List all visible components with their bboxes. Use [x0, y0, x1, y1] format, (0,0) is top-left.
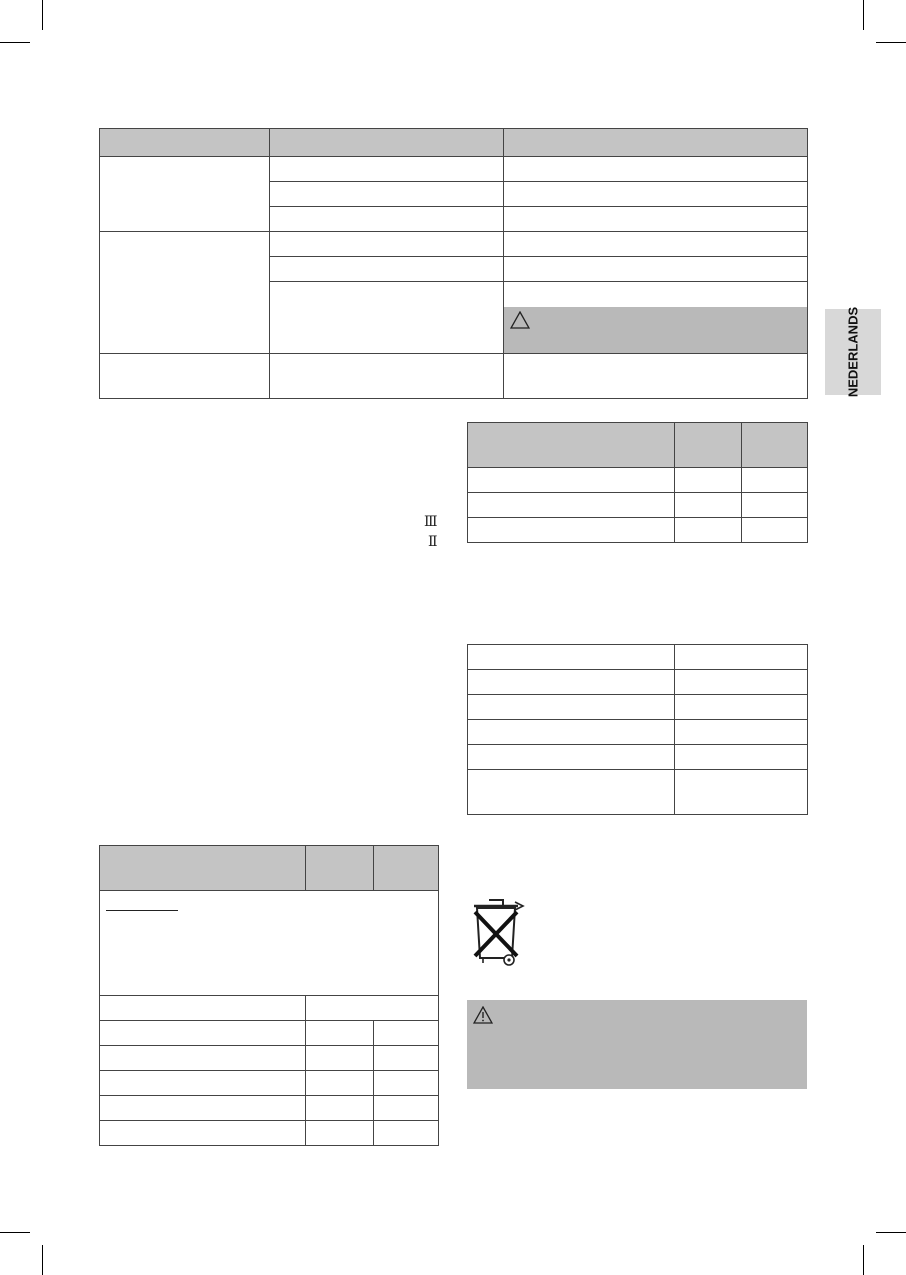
table-cell: [270, 182, 504, 207]
table-cell: [468, 645, 675, 670]
table-header-cell: [270, 129, 504, 157]
table-cell: [270, 257, 504, 282]
table-cell: [675, 770, 808, 815]
table-cell: [270, 157, 504, 182]
table-cell: [270, 282, 504, 354]
table-cell: [306, 996, 439, 1021]
table-cell: [270, 232, 504, 257]
table-cell: [100, 1121, 306, 1146]
table-cell: [306, 1071, 374, 1096]
table-cell: [306, 1121, 374, 1146]
technical-data-table: [467, 644, 808, 815]
note-underline: [106, 910, 178, 911]
table-cell: [306, 1021, 374, 1046]
table-header-cell: [374, 846, 439, 891]
table-cell: [100, 354, 270, 399]
table-cell: [374, 1121, 439, 1146]
crop-mark: [0, 42, 30, 43]
table-cell: [374, 1021, 439, 1046]
table-header-cell: [468, 423, 675, 468]
table-cell: [306, 1046, 374, 1071]
table-cell: [100, 1096, 306, 1121]
table-cell: [468, 493, 675, 518]
table-cell: [504, 207, 808, 232]
warning-cell: [504, 307, 808, 354]
table-cell: [742, 468, 808, 493]
table-cell: [675, 493, 742, 518]
table-cell: [504, 182, 808, 207]
table-cell: [504, 257, 808, 282]
table-note-cell: [100, 891, 439, 996]
table-cell: [468, 670, 675, 695]
table-cell: [468, 518, 675, 543]
warning-triangle-icon: [510, 311, 530, 329]
table-cell: [675, 518, 742, 543]
table-cell: [270, 207, 504, 232]
crossed-out-wheelie-bin-icon: [465, 896, 527, 968]
table-cell: [504, 232, 808, 257]
table-header-cell: [100, 129, 270, 157]
crop-mark: [42, 0, 43, 30]
table-cell: [100, 1071, 306, 1096]
crop-mark: [0, 1232, 30, 1233]
table-cell: [504, 282, 808, 307]
symbol-three: Ⅲ: [424, 514, 438, 530]
table-header-cell: [742, 423, 808, 468]
table-cell: [100, 996, 306, 1021]
table-cell: [675, 468, 742, 493]
table-cell: [100, 1021, 306, 1046]
troubleshooting-table: [99, 128, 808, 399]
crop-mark: [863, 1245, 864, 1275]
table-cell: [468, 720, 675, 745]
table-cell: [100, 1046, 306, 1071]
table-cell: [468, 770, 675, 815]
table-cell: [374, 1046, 439, 1071]
crop-mark: [42, 1245, 43, 1275]
table-cell: [306, 1096, 374, 1121]
table-cell: [742, 518, 808, 543]
table-header-cell: [100, 846, 306, 891]
language-tab-label: NEDERLANDS: [845, 306, 861, 398]
table-header-cell: [504, 129, 808, 157]
table-cell: [100, 232, 270, 354]
table-header-cell: [306, 846, 374, 891]
table-cell: [675, 720, 808, 745]
table-cell: [504, 157, 808, 182]
table-cell: [675, 670, 808, 695]
table-cell: [675, 745, 808, 770]
crop-mark: [876, 42, 906, 43]
settings-table: [467, 422, 808, 543]
table-cell: [675, 645, 808, 670]
table-cell: [374, 1096, 439, 1121]
warning-triangle-icon: [473, 1006, 493, 1024]
language-tab: [825, 306, 881, 398]
table-cell: [270, 354, 504, 399]
table-cell: [468, 745, 675, 770]
table-cell: [468, 695, 675, 720]
table-cell: [468, 468, 675, 493]
table-cell: [100, 157, 270, 232]
table-cell: [675, 695, 808, 720]
table-header-cell: [675, 423, 742, 468]
symbol-two: Ⅱ: [428, 534, 438, 550]
table-cell: [742, 493, 808, 518]
crop-mark: [863, 0, 864, 30]
program-table: [99, 845, 439, 1146]
table-cell: [504, 354, 808, 399]
table-cell: [374, 1071, 439, 1096]
warning-box: [467, 1000, 807, 1089]
crop-mark: [876, 1232, 906, 1233]
